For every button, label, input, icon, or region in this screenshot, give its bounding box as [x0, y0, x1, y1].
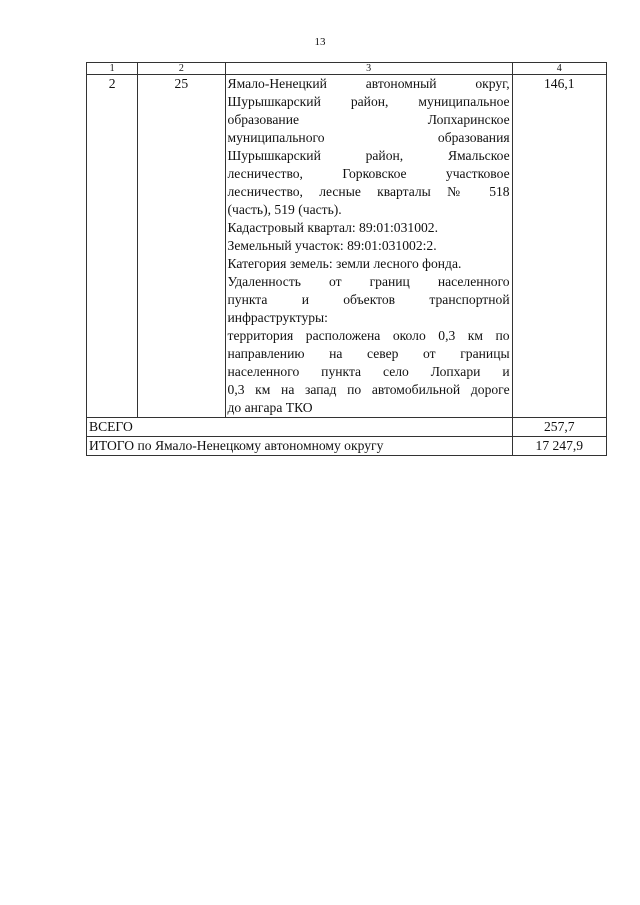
page-number: 13	[314, 36, 326, 48]
description-line: образование Лопхаринское	[227, 112, 510, 127]
total-value: 257,7	[512, 418, 606, 437]
description-line: лесничество, Горковское участковое	[227, 166, 510, 181]
forest-plots-table	[86, 62, 607, 456]
description-line: Земельный участок: 89:01:031002:2.	[227, 238, 437, 253]
grand-total-label: ИТОГО по Ямало-Ненецкому автономному округу	[87, 437, 513, 456]
description-line: лесничество, лесные кварталы № 518	[227, 184, 510, 199]
table-header-row	[87, 63, 607, 75]
total-label: ВСЕГО	[87, 418, 513, 437]
area-cell: 146,1	[512, 75, 606, 418]
description-line: направлению на север от границы	[227, 346, 510, 361]
total-row	[87, 418, 607, 437]
plot-number-cell: 25	[138, 75, 225, 418]
table-row	[87, 75, 607, 418]
location-description-cell	[225, 75, 512, 418]
description-line: инфраструктуры:	[227, 310, 328, 325]
description-line: муниципального образования	[227, 130, 510, 145]
description-line: 0,3 км на запад по автомобильной дороге	[227, 382, 510, 397]
description-line: Ямало-Ненецкий автономный округ,	[227, 76, 510, 91]
description-line: Категория земель: земли лесного фонда.	[227, 256, 462, 271]
description-line: пункта и объектов транспортной	[227, 292, 510, 307]
header-col-1: 1	[87, 63, 138, 75]
grand-total-value: 17 247,9	[512, 437, 606, 456]
description-line: до ангара ТКО	[227, 400, 313, 415]
description-line: населенного пункта село Лопхари и	[227, 364, 510, 379]
description-line: Кадастровый квартал: 89:01:031002.	[227, 220, 438, 235]
description-line: (часть), 519 (часть).	[227, 202, 342, 217]
description-line: Шурышкарский район, Ямальское	[227, 148, 510, 163]
grand-total-row	[87, 437, 607, 456]
header-col-4: 4	[512, 63, 606, 75]
description-line: Удаленность от границ населенного	[227, 274, 510, 289]
description-line: Шурышкарский район, муниципальное	[227, 94, 510, 109]
header-col-3: 3	[225, 63, 512, 75]
description-line: территория расположена около 0,3 км по	[227, 328, 510, 343]
header-col-2: 2	[138, 63, 225, 75]
row-number-cell: 2	[87, 75, 138, 418]
